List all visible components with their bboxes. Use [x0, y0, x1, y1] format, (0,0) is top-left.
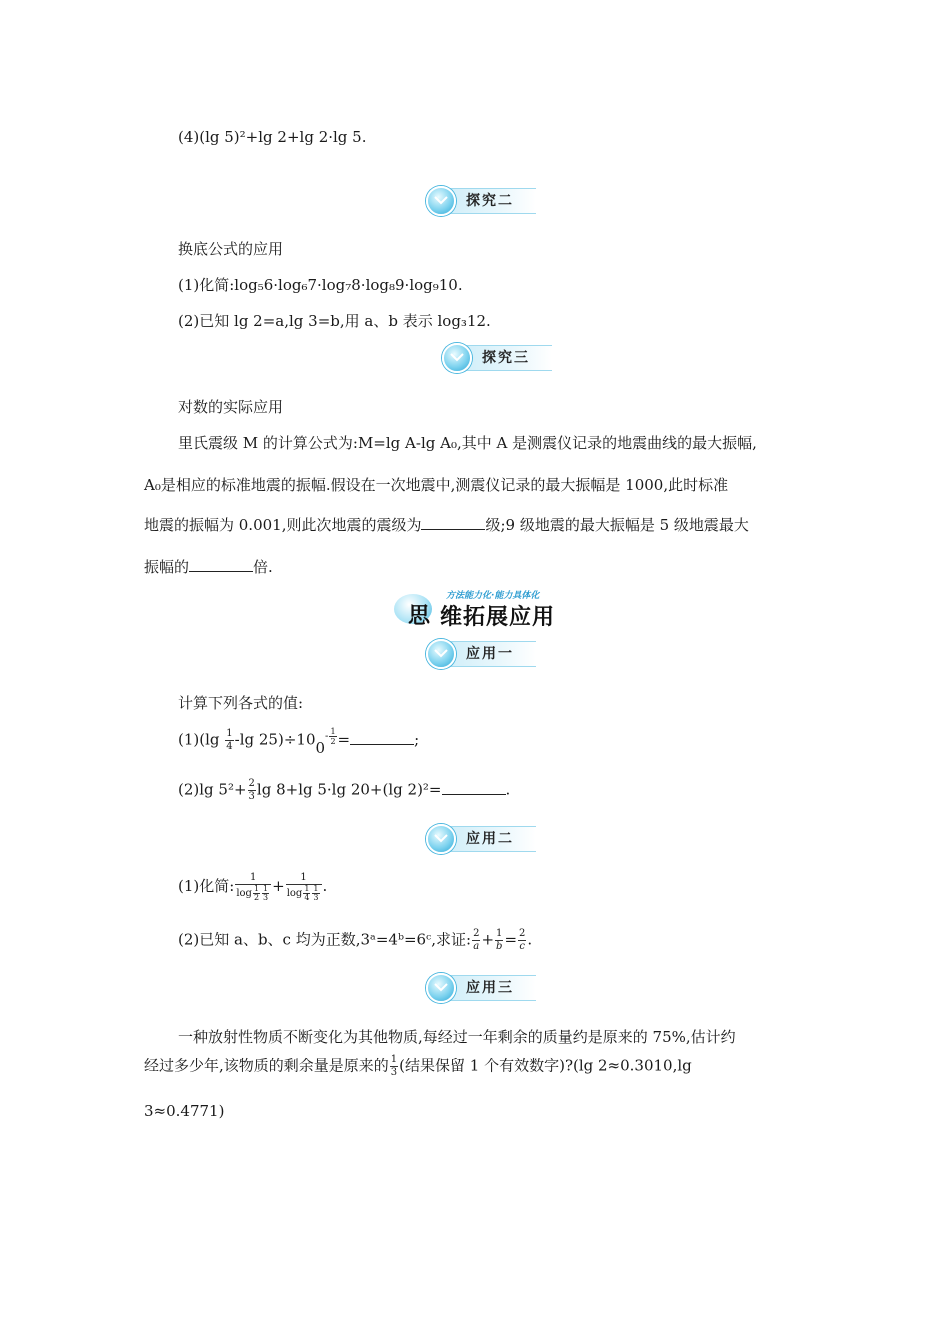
explore-2-question-2: (2)已知 lg 2=a,lg 3=b,用 a、b 表示 log₃12.: [178, 312, 491, 330]
text-segment: 振幅的: [144, 558, 190, 576]
log-argument-fraction: [312, 885, 319, 902]
section-banner-explore-3: [442, 343, 552, 373]
explore-2-heading: 换底公式的应用: [178, 240, 284, 258]
chevron-down-icon: [426, 639, 456, 669]
apply-1-heading: 计算下列各式的值:: [178, 694, 304, 712]
chevron-down-icon: [426, 186, 456, 216]
apply-3-line-3: 3≈0.4771): [144, 1102, 225, 1120]
numerator: 1: [235, 872, 271, 885]
numerator: 1: [496, 928, 503, 939]
title-subtitle: 方法能力化·能力具体化: [446, 591, 540, 601]
apply-2-question-1: [178, 872, 327, 902]
text-segment: +: [272, 877, 285, 895]
denominator: 3: [263, 893, 269, 902]
text-segment: (1)化简:: [178, 877, 235, 895]
section-label: 探究二: [444, 188, 536, 214]
denominator: 3: [313, 893, 319, 902]
text-segment: lg 8+lg 5·lg 20+(lg 2)²=: [256, 780, 442, 799]
explore-2-question-1: (1)化简:log₅6·log₆7·log₇8·log₈9·log₉10.: [178, 276, 463, 294]
text-segment: =: [504, 930, 518, 949]
denominator: 2: [253, 893, 260, 902]
fraction: [518, 928, 526, 953]
numerator: 1: [263, 884, 269, 893]
explore-3-heading: 对数的实际应用: [178, 398, 284, 416]
apply-3-line-1: 一种放射性物质不断变化为其他物质,每经过一年剩余的质量约是原来的 75%,估计约: [178, 1028, 736, 1046]
apply-1-question-1: [178, 726, 420, 757]
denominator: 3: [390, 1067, 398, 1078]
text-segment: +: [481, 930, 495, 949]
answer-blank: [189, 557, 253, 572]
fraction: [235, 872, 271, 902]
log-argument-fraction: [262, 885, 269, 902]
text-segment: (1)(lg: [178, 730, 220, 749]
denominator: b: [496, 941, 503, 952]
text-segment: 倍.: [253, 558, 273, 576]
chevron-down-icon: [442, 343, 472, 373]
text-segment: (结果保留 1 个有效数字)?(lg 2≈0.3010,lg: [399, 1056, 692, 1075]
explore-3-paragraph-line-2: A₀是相应的标准地震的振幅.假设在一次地震中,测震仪记录的最大振幅是 1000,此时标准: [144, 476, 729, 494]
log-base-fraction: [253, 885, 260, 902]
text-segment: (2)已知 a、b、c 均为正数,3ᵃ=4ᵇ=6ᶜ,求证:: [178, 930, 472, 949]
apply-2-question-2: [178, 928, 532, 953]
section-label: 应用一: [444, 641, 536, 667]
text-segment: .: [527, 930, 533, 949]
section-banner-apply-1: [426, 639, 536, 669]
numerator: 1: [390, 1054, 398, 1065]
denominator: 4: [226, 741, 233, 752]
exponent-sign: -: [325, 730, 329, 742]
explore-3-paragraph-line-3: [144, 514, 749, 535]
text-segment: (2)lg 5²+: [178, 780, 247, 799]
title-main: 维拓展应用: [440, 605, 556, 630]
fraction: [390, 1054, 398, 1079]
fraction: [472, 928, 480, 953]
fraction: [286, 872, 322, 902]
fraction: [248, 778, 256, 803]
log-base-fraction: [303, 885, 310, 902]
denominator: 2: [330, 736, 336, 746]
text-segment: 级;9 级地震的最大振幅是 5 级地震最大: [485, 516, 749, 534]
numerator: 2: [473, 928, 480, 939]
denominator: c: [519, 941, 525, 952]
fraction: [495, 928, 503, 953]
item-4-expression: (4)(lg 5)²+lg 2+lg 2·lg 5.: [178, 128, 367, 146]
log-symbol: log: [236, 888, 252, 899]
exponent-fraction: [329, 727, 336, 746]
text-segment: 0: [315, 738, 326, 757]
section-label: 探究三: [460, 345, 552, 371]
numerator: 1: [313, 884, 319, 893]
answer-blank: [442, 780, 506, 795]
section-label: 应用三: [444, 975, 536, 1001]
fraction: [225, 728, 233, 753]
denominator: [235, 885, 271, 902]
section-banner-explore-2: [426, 186, 536, 216]
text-segment: 地震的振幅为 0.001,则此次地震的震级为: [144, 516, 422, 534]
numerator: 2: [519, 928, 526, 939]
text-segment: 经过多少年,该物质的剩余量是原来的: [144, 1056, 389, 1075]
denominator: 4: [304, 893, 310, 902]
denominator: 3: [248, 791, 255, 802]
numerator: 1: [330, 726, 336, 736]
text-segment: ;: [414, 730, 420, 749]
text-segment: .: [322, 877, 328, 895]
title-icon-char: 思: [408, 604, 431, 629]
answer-blank: [421, 515, 485, 530]
apply-1-question-2: [178, 778, 510, 803]
section-label: 应用二: [444, 826, 536, 852]
denominator: [286, 885, 322, 902]
denominator: a: [473, 941, 480, 952]
numerator: 2: [248, 778, 255, 789]
chapter-title-banner: [394, 588, 574, 632]
answer-blank: [350, 730, 414, 745]
log-symbol: log: [286, 888, 303, 899]
explore-3-paragraph-line-4: [144, 556, 273, 577]
chevron-down-icon: [426, 973, 456, 1003]
chevron-down-icon: [426, 824, 456, 854]
text-segment: .: [505, 780, 511, 799]
numerator: 1: [226, 728, 233, 739]
text-segment: -lg 25)÷10: [234, 730, 316, 749]
apply-3-line-2: [144, 1054, 692, 1079]
numerator: 1: [304, 884, 310, 893]
section-banner-apply-3: [426, 973, 536, 1003]
numerator: 1: [253, 884, 260, 893]
section-banner-apply-2: [426, 824, 536, 854]
numerator: 1: [286, 872, 322, 885]
explore-3-paragraph-line-1: 里氏震级 M 的计算公式为:M=lg A-lg A₀,其中 A 是测震仪记录的地震曲线的最大振幅,: [178, 434, 757, 452]
text-segment: =: [337, 730, 351, 749]
